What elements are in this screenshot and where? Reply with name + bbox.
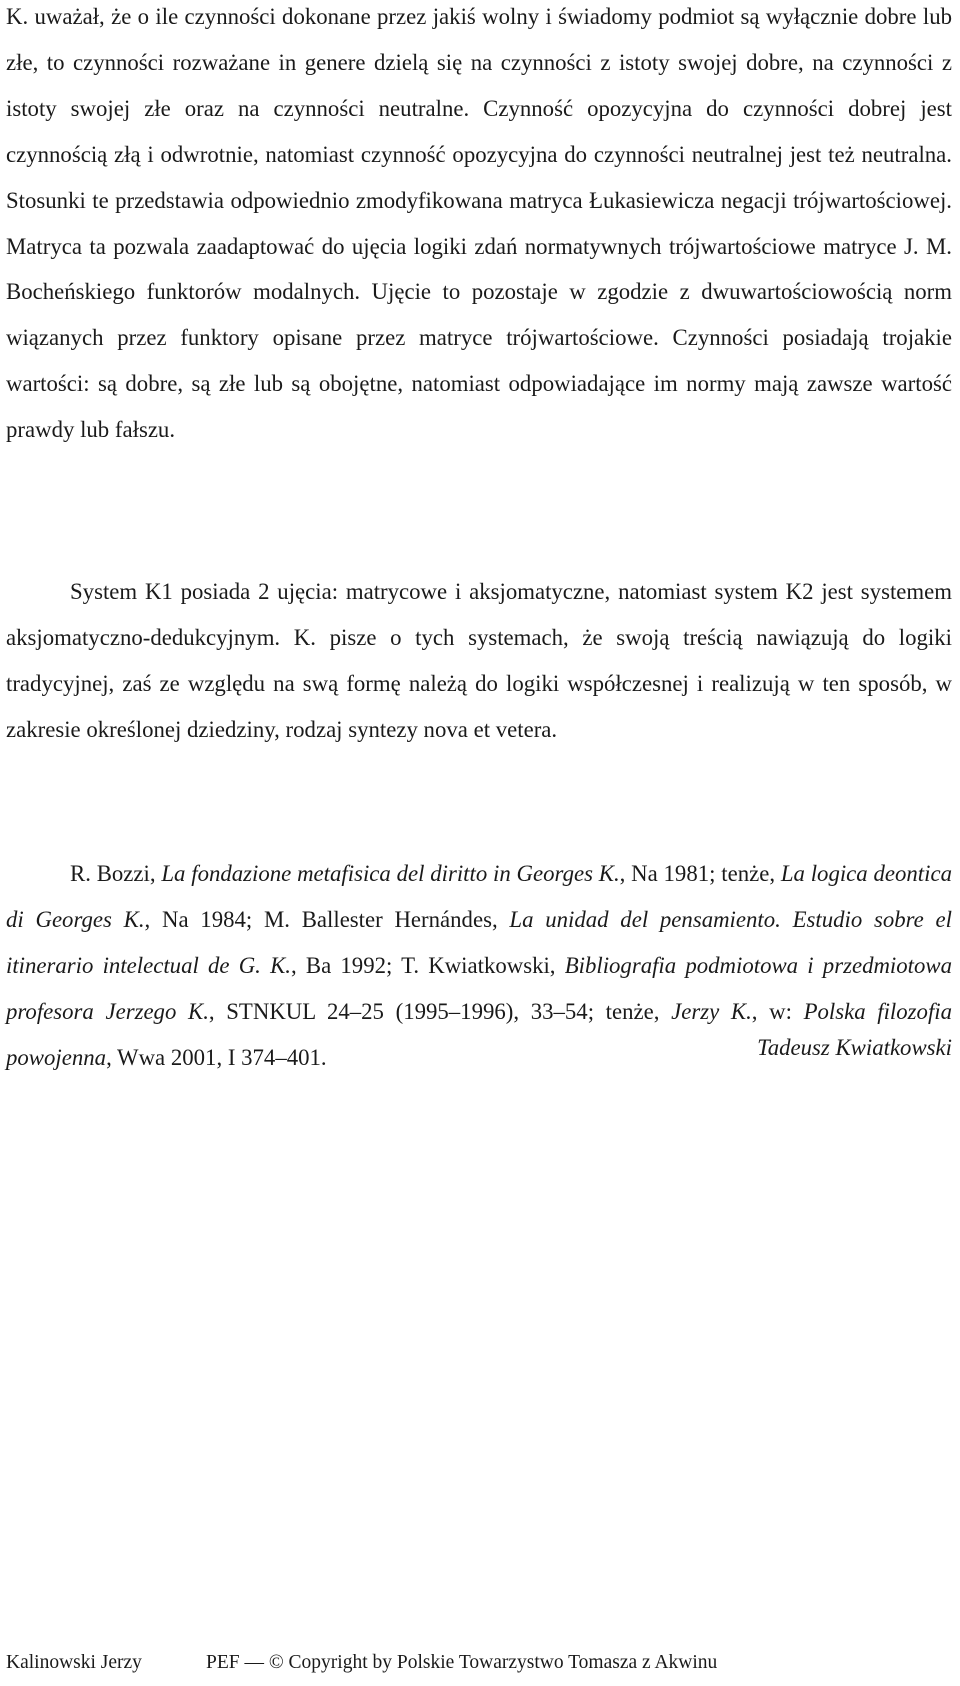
bib-text: R. Bozzi, (70, 861, 162, 886)
bib-title: La fondazione metafisica del diritto in Georges K. (161, 861, 620, 886)
author-signature: Tadeusz Kwiatkowski (757, 1035, 952, 1060)
bib-title: Polska filozofia powojenna (6, 998, 953, 1070)
footer-copyright: PEF — © Copyright by Polskie Towarzystwo Tomasza z Akwinu (206, 1652, 718, 1673)
bib-text: , Ba 1992; T. Kwiatkowski, (290, 952, 565, 978)
bib-text: , w: (751, 998, 804, 1024)
bib-title: La unidad del pensamiento. Estudio sobre el itinerario intelectual de G. K. (6, 906, 952, 978)
bib-text: , Wwa 2001, I 374–401. (106, 1044, 327, 1070)
bib-title: Jerzy K. (671, 998, 752, 1024)
footer-entry-name: Kalinowski Jerzy (6, 1652, 142, 1673)
bib-text: , STNKUL 24–25 (1995–1996), 33–54; tenże, (208, 998, 672, 1024)
bib-text: , Na 1984; M. Ballester Hernándes, (144, 906, 510, 932)
bib-text: , Na 1981; tenże, (619, 861, 781, 886)
body-paragraph-2: System K1 posiada 2 ujęcia: matrycowe i aksjomatyczne, natomiast system K2 jest systemem aksjomatyczno-dedukcyjnym. K. pisze o tych systemach, że swoją treścią nawiązują do logiki tradycyjnej, zaś ze względu na swą formę należą do logiki współczesnej i realizują w ten sposób, w zakresie określonej dziedziny, rodzaj syntezy nova et vetera. (6, 579, 952, 742)
bib-title: Bibliografia podmiotowa i przedmiotowa profesora Jerzego K. (6, 952, 952, 1024)
bib-title: La logica deontica di Georges K. (6, 861, 952, 932)
body-paragraph-1: K. uważał, że o ile czynności dokonane przez jakiś wolny i świadomy podmiot są wyłącznie dobre lub złe, to czynności rozważane in genere dzielą się na czynności z istoty swojej dobre, na czynności z istoty swojej złe oraz na czynności neutralne. Czynność opozycyjna do czynności dobrej jest czynnością złą i odwrotnie, natomiast czynność opozycyjna do czynności neutralnej jest też neutralna. Stosunki te przedstawia odpowiednio zmodyfikowana matryca Łukasiewicza negacji trójwartościowej. Matryca ta pozwala zaadaptować do ujęcia logiki zdań normatywnych trójwartościowe matryce J. M. Bocheńskiego funktorów modalnych. Ujęcie to pozostaje w zgodzie z dwuwartościowością norm wiązanych przez funktory opisane przez matryce trójwartościowe. Czynności posiadają trojakie wartości: są dobre, są złe lub są obojętne, natomiast odpowiadające im normy mają zawsze wartość prawdy lub fałszu. (6, 4, 952, 443)
